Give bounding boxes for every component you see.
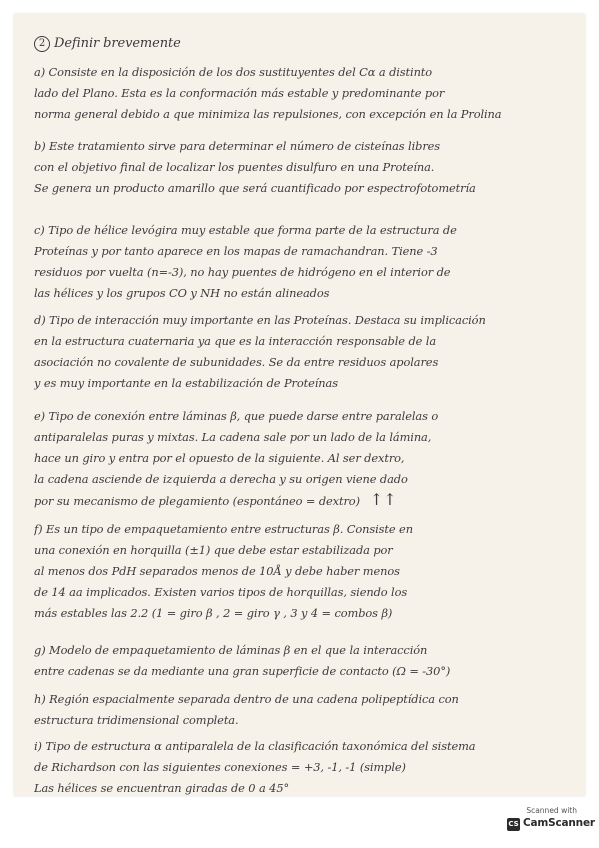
text-line: e) Tipo de conexión entre láminas β, que puede darse entre paralelas o: [34, 409, 439, 423]
text-line: la cadena asciende de izquierda a derecha y su origen viene dado: [34, 472, 408, 486]
text-line: las hélices y los grupos CO y NH no están alineados: [34, 286, 330, 300]
text-line: d) Tipo de interacción muy importante en las Proteínas. Destaca su implicación: [34, 313, 486, 327]
text-line: Se genera un producto amarillo que será cuantificado por espectrofotometría: [34, 181, 476, 195]
text-line: h) Región espacialmente separada dentro de una cadena polipeptídica con: [34, 692, 459, 706]
text-line: estructura tridimensional completa.: [34, 713, 239, 727]
answer-a: [34, 62, 577, 125]
text-line: lado del Plano. Esta es la conformación más estable y predominante por: [34, 86, 445, 100]
answer-i: [34, 736, 577, 796]
text-line: una conexión en horquilla (±1) que debe estar estabilizada por: [34, 543, 393, 557]
title-number: 2: [34, 36, 50, 52]
camscanner-brand: CamScanner: [523, 817, 595, 829]
answer-b: [34, 136, 577, 199]
text-line: Proteínas y por tanto aparece en los mapas de ramachandran. Tiene -3: [34, 244, 438, 258]
text-line: norma general debido a que minimiza las repulsiones, con excepción en la Prolina: [34, 107, 502, 121]
text-line: f) Es un tipo de empaquetamiento entre estructuras β. Consiste en: [34, 522, 413, 536]
answer-h: [34, 689, 577, 731]
title-text: Definir brevemente: [54, 36, 181, 51]
answer-d: [34, 310, 577, 394]
text-line: en la estructura cuaternaria ya que es la interacción responsable de la: [34, 334, 437, 348]
text-line: de Richardson con las siguientes conexiones = +3, -1, -1 (simple): [34, 760, 406, 774]
text-line: hace un giro y entra por el opuesto de la siguiente. Al ser dextro,: [34, 451, 405, 465]
text-line: asociación no covalente de subunidades. Se da entre residuos apolares: [34, 355, 439, 369]
text-line: entre cadenas se da mediante una gran superficie de contacto (Ω = -30°): [34, 664, 451, 678]
camscanner-watermark: [507, 806, 595, 836]
answer-f: [34, 519, 577, 624]
scanned-with-label: Scanned with: [526, 806, 577, 815]
text-line: más estables las 2.2 (1 = giro β , 2 = giro γ , 3 y 4 = combos β): [34, 606, 393, 620]
up-arrows-icon: ↑↑: [369, 490, 397, 509]
notebook-page: [14, 14, 585, 796]
text-line: y es muy importante en la estabilización de Proteínas: [34, 376, 338, 390]
answer-e: [34, 406, 577, 511]
text-line: g) Modelo de empaquetamiento de láminas β en el que la interacción: [34, 643, 428, 657]
text-line: Las hélices se encuentran giradas de 0 a 45°: [34, 781, 290, 795]
text-line: antiparalelas puras y mixtas. La cadena sale por un lado de la lámina,: [34, 430, 432, 444]
text-line: [34, 490, 577, 511]
text-line: con el objetivo final de localizar los puentes disulfuro en una Proteína.: [34, 160, 435, 174]
page-title: [34, 34, 577, 54]
text-line: al menos dos PdH separados menos de 10Å y debe haber menos: [34, 564, 400, 578]
text-line: b) Este tratamiento sirve para determinar el número de cisteínas libres: [34, 139, 441, 153]
answer-c: [34, 220, 577, 304]
text-line: residuos por vuelta (n=-3), no hay puentes de hidrógeno en el interior de: [34, 265, 451, 279]
camscanner-logo-icon: CS: [507, 818, 520, 831]
answer-g: [34, 640, 577, 682]
text-line: a) Consiste en la disposición de los dos sustituyentes del Cα a distinto: [34, 65, 433, 79]
text-line: c) Tipo de hélice levógira muy estable que forma parte de la estructura de: [34, 223, 457, 237]
text-line-content: por su mecanismo de plegamiento (espontáneo = dextro): [34, 494, 360, 508]
text-line: de 14 aa implicados. Existen varios tipos de horquillas, siendo los: [34, 585, 408, 599]
text-line: i) Tipo de estructura α antiparalela de la clasificación taxonómica del sistema: [34, 739, 476, 753]
